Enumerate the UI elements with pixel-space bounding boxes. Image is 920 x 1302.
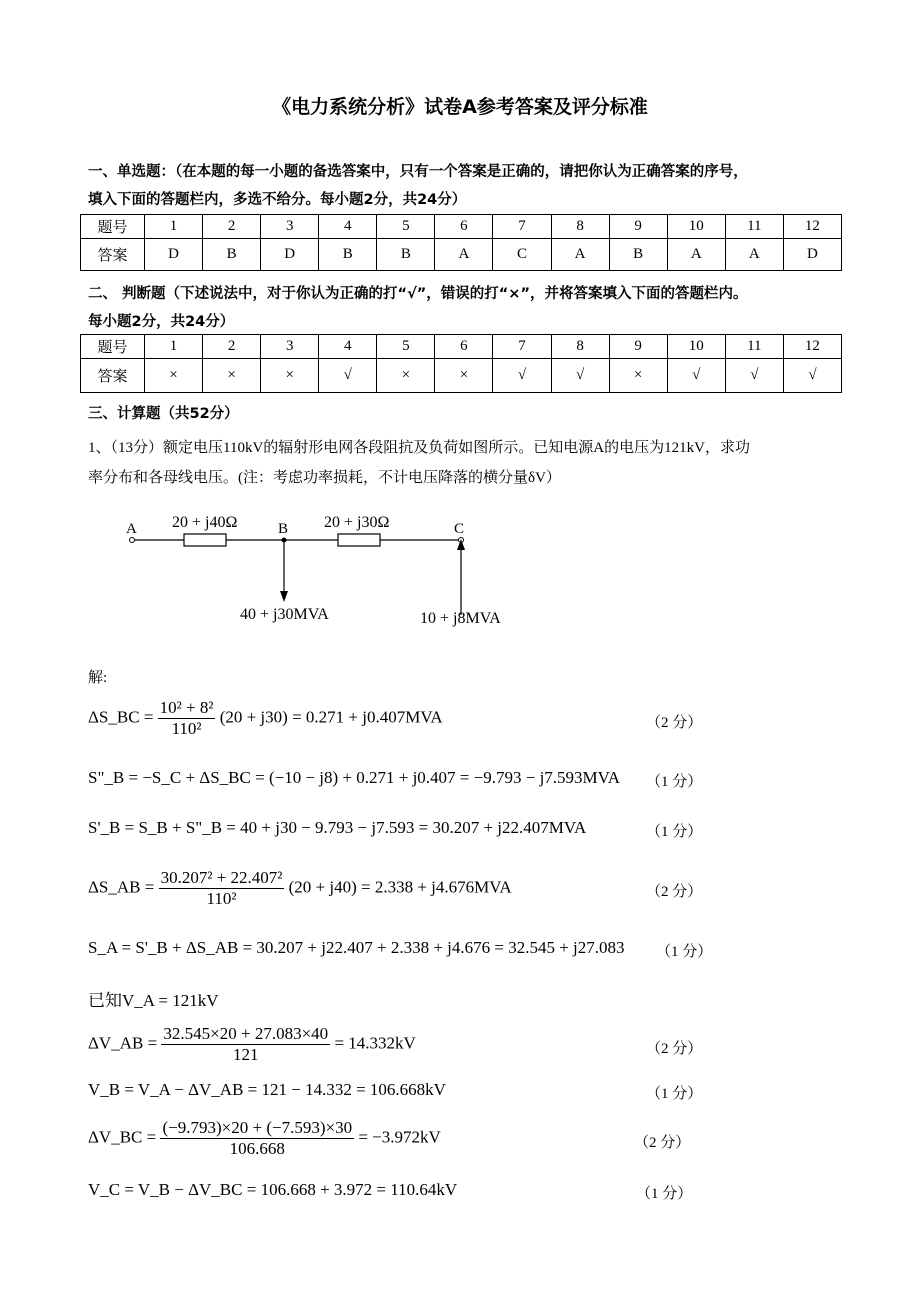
problem-text-line2: 率分布和各母线电压。(注：考虑功率损耗，不计电压降落的横分量δV） (88, 470, 561, 486)
section2-heading-line1: 二、 判断题（下述说法中，对于你认为正确的打“√”，错误的打“×”，并将答案填入下面的答题栏内。 (88, 286, 748, 302)
solution-label: 解: (88, 670, 108, 686)
node-a-label: A (126, 521, 137, 537)
section2-heading-line2: 每小题2分，共24分） (88, 314, 235, 330)
node-a-terminal (130, 538, 135, 543)
row-label-question: 题号 (81, 215, 145, 239)
node-b-label: B (278, 521, 289, 537)
question-number-cell: 2 (203, 335, 261, 359)
question-number-cell: 12 (783, 335, 841, 359)
answer-cell: × (377, 359, 435, 393)
question-number-cell: 11 (725, 335, 783, 359)
question-number-cell: 8 (551, 335, 609, 359)
equation-delta-s-ab: ΔS_AB = $\frac{\text{30.207² + 22.407²}}{\text{110²}}$ (20 + j40) = 2.338 + j4.676MVA (88, 868, 512, 908)
equation-delta-v-ab: ΔV_AB = $\frac{32.545\times 20 + 27.083\times 40}{121}$ = 14.332kV (88, 1024, 416, 1064)
impedance-bc-resistor (338, 534, 380, 546)
question-number-cell: 6 (435, 335, 493, 359)
answer-cell: A (551, 239, 609, 271)
section3-heading: 三、计算题（共52分） (88, 406, 239, 422)
score-eq4: （2 分） (646, 884, 703, 900)
score-eq1: （2 分） (646, 715, 703, 731)
question-number-cell: 10 (667, 335, 725, 359)
answer-cell: × (145, 359, 203, 393)
single-choice-answer-table (80, 214, 842, 271)
question-number-cell: 9 (609, 215, 667, 239)
equation-s-b-prime: S'_B = S_B + S"_B = 40 + j30 − 9.793 − j7.593 = 30.207 + j22.407MVA (88, 818, 587, 837)
question-number-cell: 7 (493, 335, 551, 359)
question-number-cell: 3 (261, 215, 319, 239)
answer-cell: B (609, 239, 667, 271)
question-number-cell: 6 (435, 215, 493, 239)
question-number-cell: 11 (725, 215, 783, 239)
answer-cell: √ (493, 359, 551, 393)
score-eq7: （1 分） (646, 1086, 703, 1102)
answer-row (81, 359, 842, 393)
node-c-label: C (454, 521, 465, 537)
problem-text-line1: 1、（13分）额定电压110kV的辐射形电网各段阻抗及负荷如图所示。已知电源A的电压为121kV，求功 (88, 440, 750, 456)
row-label-question: 题号 (81, 335, 145, 359)
equation-s-b-double-prime: S"_B = −S_C + ΔS_BC = (−10 − j8) + 0.271 + j0.407 = −9.793 − j7.593MVA (88, 768, 621, 787)
question-number-cell: 5 (377, 215, 435, 239)
impedance-ab-label: 20 + j40Ω (172, 514, 238, 531)
answer-cell: B (377, 239, 435, 271)
question-number-row (81, 215, 842, 239)
answer-cell: √ (551, 359, 609, 393)
load-b-label: 40 + j30MVA (240, 606, 329, 623)
question-number-cell: 5 (377, 335, 435, 359)
question-number-cell: 4 (319, 335, 377, 359)
answer-cell: × (435, 359, 493, 393)
section1-heading-line1: 一、单选题：（在本题的每一小题的备选答案中，只有一个答案是正确的，请把你认为正确答案的序号， (88, 164, 748, 180)
question-number-cell: 10 (667, 215, 725, 239)
load-c-label: 10 + j8MVA (420, 610, 501, 627)
known-va: 已知V_A = 121kV (88, 991, 219, 1010)
score-eq9: （1 分） (636, 1186, 693, 1202)
question-number-cell: 9 (609, 335, 667, 359)
answer-cell: D (783, 239, 841, 271)
answer-cell: × (261, 359, 319, 393)
equation-delta-s-bc: ΔS_BC = $\frac{\text{10² + 8²}}{\text{110²}}$ (20 + j30) = 0.271 + j0.407MVA (88, 698, 443, 738)
question-number-cell: 4 (319, 215, 377, 239)
page-title: 《电力系统分析》试卷A参考答案及评分标准 (272, 96, 648, 118)
row-label-answer: 答案 (81, 359, 145, 393)
answer-cell: × (609, 359, 667, 393)
answer-row (81, 239, 842, 271)
true-false-answer-table (80, 334, 842, 393)
row-label-answer: 答案 (81, 239, 145, 271)
question-number-cell: 12 (783, 215, 841, 239)
score-eq5: （1 分） (656, 944, 713, 960)
question-number-row (81, 335, 842, 359)
radial-network-diagram (110, 505, 530, 635)
answer-cell: A (667, 239, 725, 271)
answer-cell: A (725, 239, 783, 271)
impedance-ab-resistor (184, 534, 226, 546)
score-eq2: （1 分） (646, 774, 703, 790)
load-b-arrow-icon (280, 591, 288, 602)
question-number-cell: 2 (203, 215, 261, 239)
answer-cell: D (261, 239, 319, 271)
equation-s-a: S_A = S'_B + ΔS_AB = 30.207 + j22.407 + 2.338 + j4.676 = 32.545 + j27.083 (88, 938, 625, 957)
score-eq3: （1 分） (646, 824, 703, 840)
section1-heading-line2: 填入下面的答题栏内，多选不给分。每小题2分，共24分） (88, 192, 467, 208)
answer-cell: B (203, 239, 261, 271)
answer-cell: √ (667, 359, 725, 393)
answer-cell: D (145, 239, 203, 271)
question-number-cell: 1 (145, 335, 203, 359)
question-number-cell: 8 (551, 215, 609, 239)
equation-delta-v-bc: ΔV_BC = $\frac{(-9.793)\times 20 + (-7.593)\times 30}{106.668}$ = −3.972kV (88, 1118, 441, 1158)
equation-v-c: V_C = V_B − ΔV_BC = 106.668 + 3.972 = 110.64kV (88, 1180, 458, 1199)
equation-v-b: V_B = V_A − ΔV_AB = 121 − 14.332 = 106.668kV (88, 1080, 446, 1099)
answer-cell: √ (783, 359, 841, 393)
answer-cell: √ (725, 359, 783, 393)
question-number-cell: 3 (261, 335, 319, 359)
impedance-bc-label: 20 + j30Ω (324, 514, 390, 531)
answer-cell: B (319, 239, 377, 271)
answer-cell: √ (319, 359, 377, 393)
answer-cell: A (435, 239, 493, 271)
answer-cell: C (493, 239, 551, 271)
score-eq8: （2 分） (634, 1135, 691, 1151)
question-number-cell: 7 (493, 215, 551, 239)
question-number-cell: 1 (145, 215, 203, 239)
score-eq6: （2 分） (646, 1041, 703, 1057)
answer-cell: × (203, 359, 261, 393)
